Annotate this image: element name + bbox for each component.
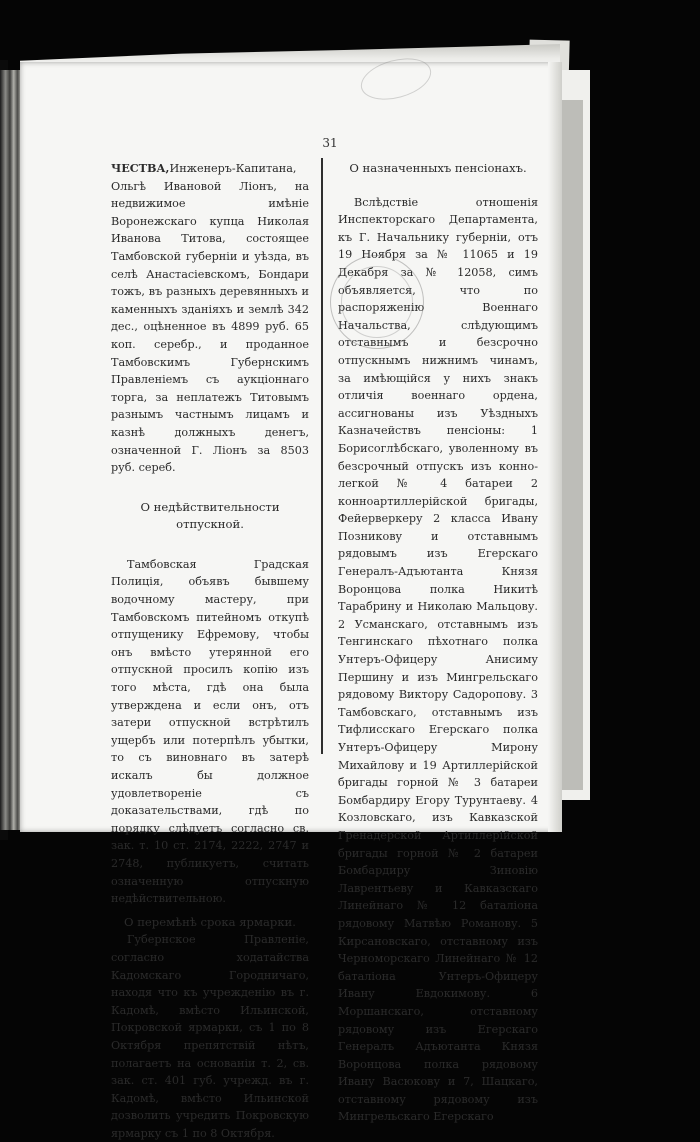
left-column xyxy=(111,160,309,1142)
paragraph-fair-date: Губернское Правленіе, согласно ходатайства Кадомскаго Городничаго, находя что къ учрежденію въ г. Кадомѣ, вмѣсто Ильинской, Покровской ярмарки, съ 1 по 8 Октября препятствій нѣтъ, полагаетъ на основаніи т. 2, св. зак. ст. 401 губ. учрежд. въ г. Кадомѣ, вмѣсто Ильинской дозволить учредить Покровскую ярмарку съ 1 по 8 Октября. xyxy=(111,933,309,1140)
paragraph-text: Инженеръ-Капитана, Ольгѣ Ивановой Ліонъ, на недвижимое имѣніе Воронежскаго купца Николая Иванова Титова, состоящее Тамбовской губерніи и уѣзда, въ селѣ Анастасіевскомъ, Бондари тожъ, въ разныхъ деревянныхъ и каменныхъ зданіяхъ и землѣ 342 дес., оцѣненное въ 4899 руб. 65 коп. серебр., и проданное Тамбовскимъ Губернскимъ Правленіемъ съ аукціоннаго торга, за неплатежъ Титовымъ разнымъ частнымъ лицамъ и казнѣ должныхъ денегъ, означенной Г. Ліонъ за 8503 руб. сереб. xyxy=(111,162,309,475)
book-binding xyxy=(0,70,22,830)
page-number: 31 xyxy=(322,136,338,150)
column-divider xyxy=(321,158,323,754)
paragraph-release-invalid: Тамбовская Градская Полиція, объявъ бывшему водочному мастеру, при Тамбовскомъ питейномъ откупѣ отпущенику Ефремову, чтобы онъ вмѣсто утерянной его отпускной просилъ копію изъ того мѣста, гдѣ она была утверждена и если онъ, отъ затери отпускной встрѣтилъ ущербъ или потерпѣлъ убытки, то съ виновнаго въ затерѣ искалъ бы должное удовлетвореніе съ доказательствами, гдѣ по порядку слѣдуетъ согласно св. зак. т. 10 ст. 2174, 2222, 2747 и 2748, публикуетъ, считать означенную отпускную недѣйствительною. xyxy=(111,557,309,906)
section-heading: О назначенныхъ пенсіонахъ. xyxy=(349,161,527,175)
section-heading: О перемѣнѣ срока ярмарки. xyxy=(124,914,296,929)
lead-word: ЧЕСТВА, xyxy=(111,161,170,175)
library-stamp xyxy=(330,255,424,349)
page-edge xyxy=(548,62,562,832)
paragraph-pensions: Вслѣдствіе отношенія Инспекторскаго Департамента, къ Г. Начальнику губерніи, отъ 19 Ноября за № 11065 и 19 Декабря за № 12058, симъ объявляется, что по распоряженію Военнаго Начальства, слѣдующимъ отставнымъ и безсрочно отпускнымъ нижнимъ чинамъ, за имѣющійся у нихъ знакъ отличія военнаго ордена, ассигнованы изъ Уѣздныхъ Казначействъ пенсіоны: 1 Борисоглѣбскаго, уволенному въ безсрочный отпускъ изъ конно-легкой № 4 батареи 2 конноартиллерійской бригады, Фейерверкеру 2 класса Ивану Позникову и отставнымъ рядовымъ изъ Егерскаго Генералъ-Адъютанта Князя Воронцова полка Никитѣ Тарабрину и Николаю Мальцову. 2 Усманскаго, отставнымъ изъ Тенгинскаго пѣхотнаго полка Унтеръ-Офицеру Анисиму Першину и изъ Мингрельскаго рядовому Виктору Садоропову. 3 Тамбовскаго, отставнымъ изъ Тифлисскаго Егерскаго полка Унтеръ-Офицеру Мирону Михайлову и 19 Артиллерійской бригады горной № 3 батареи Бомбардиру Егору Турунтаеву. 4 Козловскаго, изъ Кавказской Гренадерской Артиллерійской бригады горной № 2 батареи Бомбардиру Зиновію Лаврентьеву и Кавказскаго Линейнаго № 12 баталіона рядовому Матвѣю Романову. 5 Кирсановскаго, отставному изъ Черноморскаго Линейнаго № 12 баталіона Унтеръ-Офицеру Ивану Евдокимову. 6 Моршанскаго, отставному рядовому изъ Егерскаго Генералъ Адъютанта Князя Воронцова полка рядовому Ивану Васюкову и 7, Шацкаго, отставному рядовому изъ Мингрельскаго Егерскаго xyxy=(338,195,538,1124)
paragraph-inheritance xyxy=(111,160,309,477)
section-heading: О недѣйствительности отпускной. xyxy=(140,499,280,532)
